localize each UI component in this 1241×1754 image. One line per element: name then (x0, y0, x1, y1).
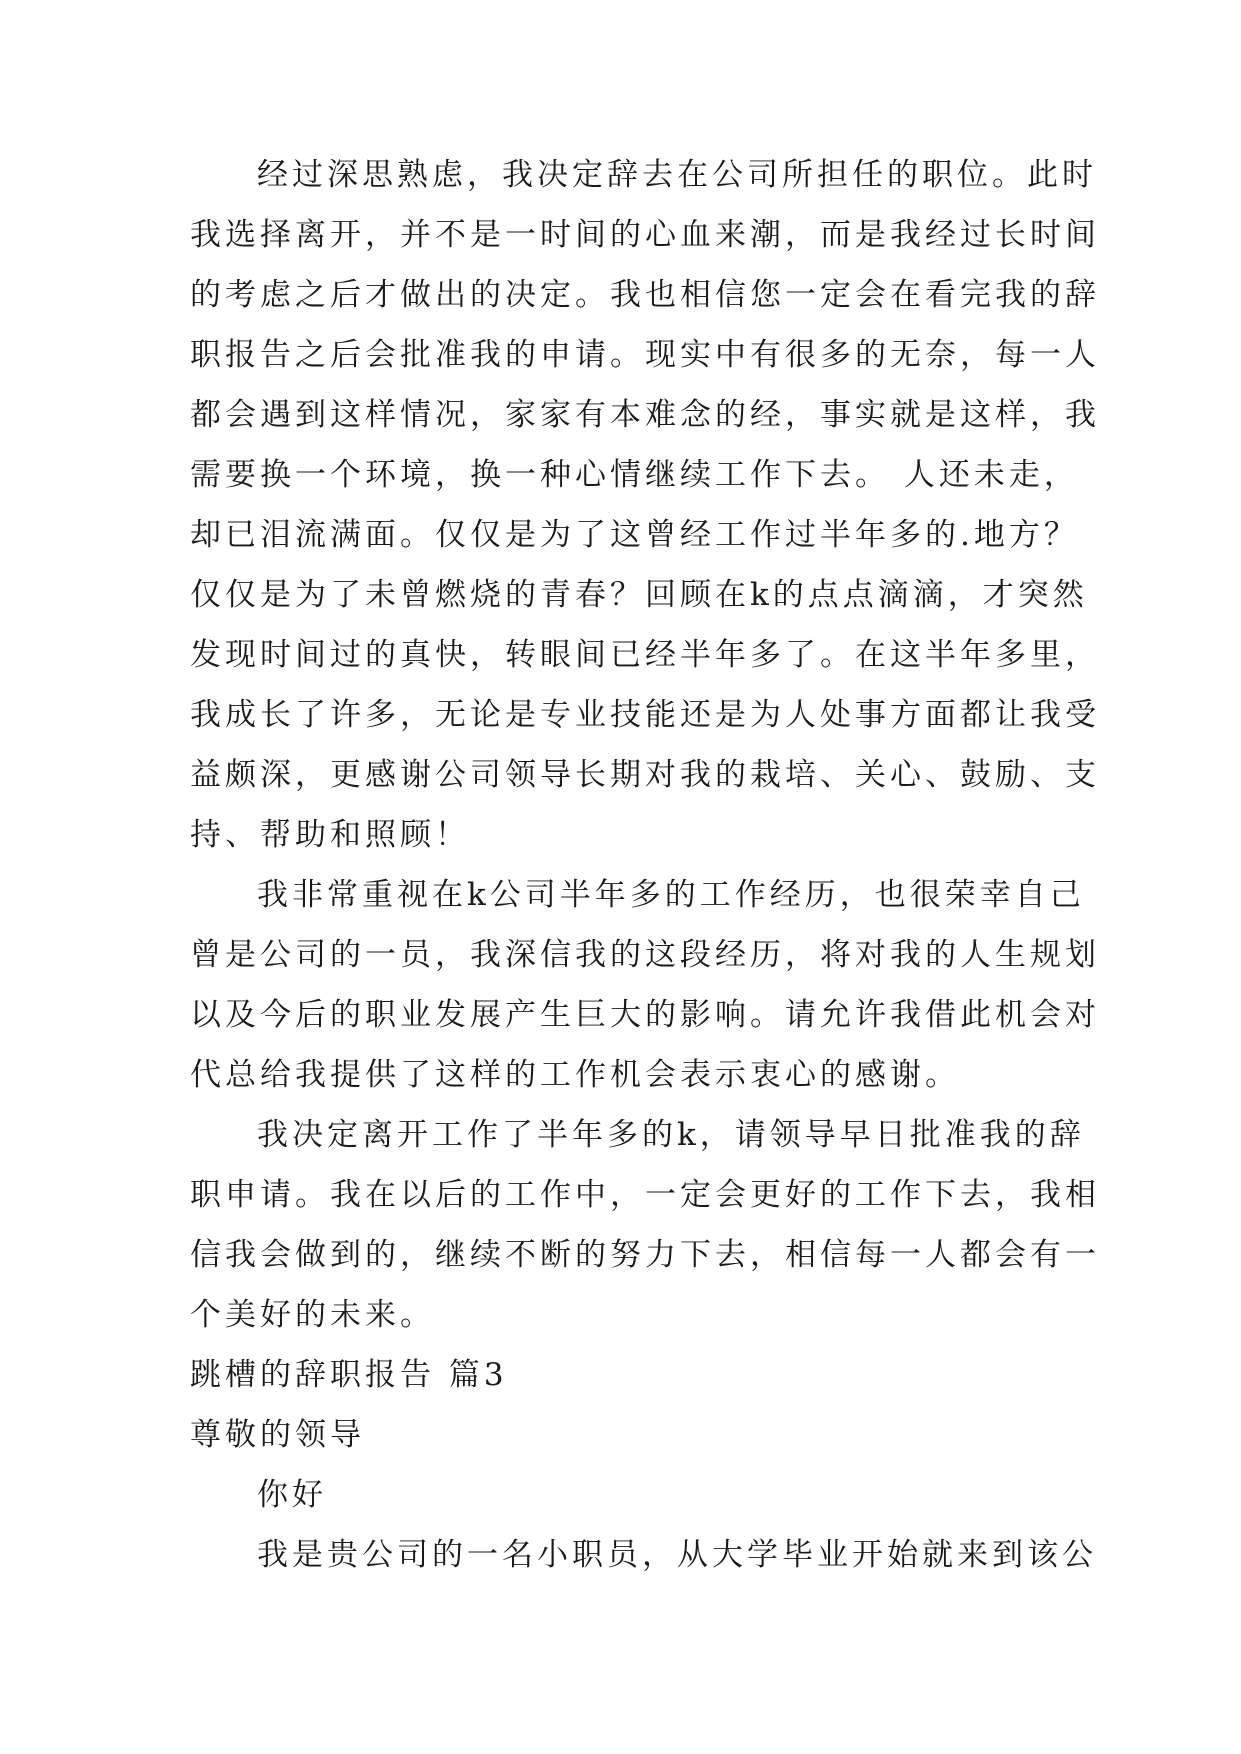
paragraph-line: 益颇深，更感谢公司领导长期对我的栽培、关心、鼓励、支 (190, 757, 1100, 793)
paragraph-line: 持、帮助和照顾！ (190, 817, 470, 853)
paragraph-line: 曾是公司的一员，我深信我的这段经历，将对我的人生规划 (190, 937, 1100, 973)
salutation: 尊敬的领导 (190, 1417, 365, 1453)
paragraph-line: 我非常重视在k公司半年多的工作经历，也很荣幸自己 (257, 877, 1085, 913)
paragraph-line: 的考虑之后才做出的决定。我也相信您一定会在看完我的辞 (190, 277, 1100, 313)
paragraph-line: 职申请。我在以后的工作中，一定会更好的工作下去，我相 (190, 1177, 1100, 1213)
paragraph-line: 我成长了许多，无论是专业技能还是为人处事方面都让我受 (190, 697, 1100, 733)
paragraph-line: 我是贵公司的一名小职员，从大学毕业开始就来到该公 (257, 1537, 1097, 1573)
paragraph-line: 需要换一个环境，换一种心情继续工作下去。 人还未走， (190, 457, 1079, 493)
paragraph-line: 职报告之后会批准我的申请。现实中有很多的无奈，每一人 (190, 337, 1100, 373)
paragraph-line: 发现时间过的真快，转眼间已经半年多了。在这半年多里， (190, 637, 1100, 673)
greeting: 你好 (257, 1477, 327, 1513)
paragraph-line: 我选择离开，并不是一时间的心血来潮，而是我经过长时间 (190, 217, 1100, 253)
paragraph-line: 代总给我提供了这样的工作机会表示衷心的感谢。 (190, 1057, 960, 1093)
paragraph-line: 信我会做到的，继续不断的努力下去，相信每一人都会有一 (190, 1237, 1100, 1273)
paragraph-line: 我决定离开工作了半年多的k，请领导早日批准我的辞 (257, 1117, 1085, 1153)
paragraph-line: 都会遇到这样情况，家家有本难念的经，事实就是这样，我 (190, 397, 1100, 433)
paragraph-line: 仅仅是为了未曾燃烧的青春？回顾在k的点点滴滴，才突然 (190, 577, 1088, 613)
section-heading: 跳槽的辞职报告 篇3 (190, 1357, 508, 1393)
paragraph-line: 经过深思熟虑，我决定辞去在公司所担任的职位。此时 (257, 157, 1097, 193)
paragraph-line: 个美好的未来。 (190, 1297, 435, 1333)
paragraph-line: 以及今后的职业发展产生巨大的影响。请允许我借此机会对 (190, 997, 1100, 1033)
paragraph-line: 却已泪流满面。仅仅是为了这曾经工作过半年多的.地方？ (190, 517, 1079, 553)
